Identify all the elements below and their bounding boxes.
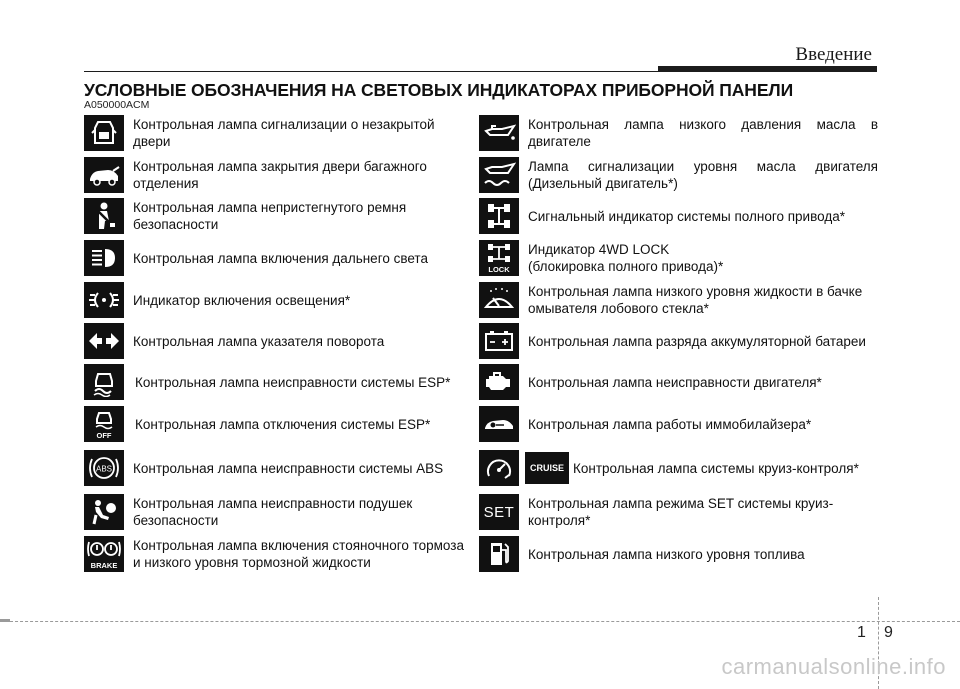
indicator-text: Контрольная лампа работы иммобилайзера* <box>528 416 812 432</box>
page-number: 9 <box>884 624 893 641</box>
page-heading: УСЛОВНЫЕ ОБОЗНАЧЕНИЯ НА СВЕТОВЫХ ИНДИКАТОРАХ ПРИБОРНОЙ ПАНЕЛИ <box>84 80 794 100</box>
lock-label: LOCK <box>488 265 510 274</box>
indicator-text-line2: (блокировка полного привода)* <box>528 259 724 274</box>
indicator-text: Контрольная лампа системы круиз-контроля* <box>573 460 859 476</box>
indicator-text: Лампа сигнализации уровня масла двигателя (Дизельный двигатель*) <box>528 159 878 191</box>
indicator-text: Контрольная лампа включения дальнего света <box>133 250 428 266</box>
indicator-oil-pressure <box>479 115 879 151</box>
indicator-airbag <box>84 494 464 530</box>
indicator-door-ajar <box>84 115 454 151</box>
section-title: Введение <box>795 44 872 65</box>
battery-icon <box>479 323 519 359</box>
set-icon <box>479 494 519 530</box>
indicator-set <box>479 494 879 530</box>
oil-level-icon <box>479 157 519 193</box>
indicator-text: Контрольная лампа закрытия двери багажного отделения <box>133 159 427 191</box>
indicator-seat-belt <box>84 198 454 234</box>
indicator-abs <box>84 450 464 486</box>
abs-label: ABS <box>95 464 113 474</box>
indicator-awd <box>479 198 879 234</box>
indicator-text: Сигнальный индикатор системы полного привода* <box>528 208 845 224</box>
chapter-number: 1 <box>857 624 866 641</box>
indicator-washer-fluid <box>479 282 879 318</box>
indicator-text-line1: Индикатор 4WD LOCK <box>528 242 670 257</box>
set-label: SET <box>483 503 515 521</box>
light-on-icon <box>84 282 124 318</box>
document-code: A050000ACM <box>84 99 150 111</box>
indicator-text: Контрольная лампа неисправности системы ESP* <box>135 374 451 390</box>
indicator-check-engine <box>479 364 879 400</box>
trunk-open-icon <box>84 157 124 193</box>
esp-off-icon <box>84 406 124 442</box>
cruise-label: CRUISE <box>529 463 564 473</box>
indicator-light-on <box>84 282 454 318</box>
abs-icon <box>84 450 124 486</box>
indicator-text: Контрольная лампа неисправности системы ABS <box>133 460 444 476</box>
indicator-text: Контрольная лампа низкого уровня жидкости в бачке омывателя лобового стекла* <box>528 284 863 316</box>
seat-belt-icon <box>84 198 124 234</box>
indicator-turn-signal <box>84 323 454 359</box>
brake-label: BRAKE <box>90 561 118 570</box>
watermark: carmanualsonline.info <box>721 654 946 679</box>
indicator-text: Контрольная лампа низкого давления масла в двигателе <box>528 117 878 149</box>
immobilizer-icon <box>479 406 519 442</box>
indicator-cruise <box>479 450 899 486</box>
indicator-text: Контрольная лампа неисправности подушек безопасности <box>133 496 413 528</box>
indicator-esp <box>84 364 464 400</box>
fuel-icon <box>479 536 519 572</box>
4wd-lock-icon <box>479 240 519 276</box>
indicator-fuel <box>479 536 879 572</box>
indicator-text: Контрольная лампа указателя поворота <box>133 333 385 349</box>
indicator-text: Контрольная лампа режима SET системы круиз-контроля* <box>528 496 834 528</box>
footer-line <box>0 621 960 622</box>
washer-fluid-icon <box>479 282 519 318</box>
oil-pressure-icon <box>479 115 519 151</box>
indicator-text: Контрольная лампа включения стояночного тормоза и низкого уровня тормозной жидкости <box>133 538 464 570</box>
indicator-brake <box>84 536 474 572</box>
indicator-text: Контрольная лампа непристегнутого ремня безопасности <box>133 200 407 232</box>
indicator-4wd-lock <box>479 240 879 276</box>
indicator-esp-off <box>84 406 464 442</box>
indicator-battery <box>479 323 879 359</box>
awd-icon <box>479 198 519 234</box>
airbag-icon <box>84 494 124 530</box>
indicator-text <box>528 241 878 275</box>
brake-icon <box>84 536 124 572</box>
indicator-immobilizer <box>479 406 879 442</box>
esp-icon <box>84 364 124 400</box>
turn-signal-icon <box>84 323 124 359</box>
door-ajar-icon <box>84 115 124 151</box>
indicator-text: Контрольная лампа разряда аккумуляторной батареи <box>528 333 866 349</box>
cruise-icon <box>479 450 519 486</box>
indicator-text: Контрольная лампа сигнализации о незакрытой двери <box>133 117 435 149</box>
indicator-text: Индикатор включения освещения* <box>133 292 351 308</box>
indicator-text: Контрольная лампа неисправности двигателя* <box>528 374 822 390</box>
indicator-text: Контрольная лампа низкого уровня топлива <box>528 546 805 562</box>
high-beam-icon <box>84 240 124 276</box>
indicator-oil-level <box>479 157 879 193</box>
title-rule <box>84 71 877 72</box>
indicator-text: Контрольная лампа отключения системы ESP* <box>135 416 431 432</box>
indicator-high-beam <box>84 240 454 276</box>
esp-off-label: OFF <box>96 431 112 440</box>
indicator-trunk-open <box>84 157 454 193</box>
cruise-badge-icon <box>525 452 569 484</box>
check-engine-icon <box>479 364 519 400</box>
